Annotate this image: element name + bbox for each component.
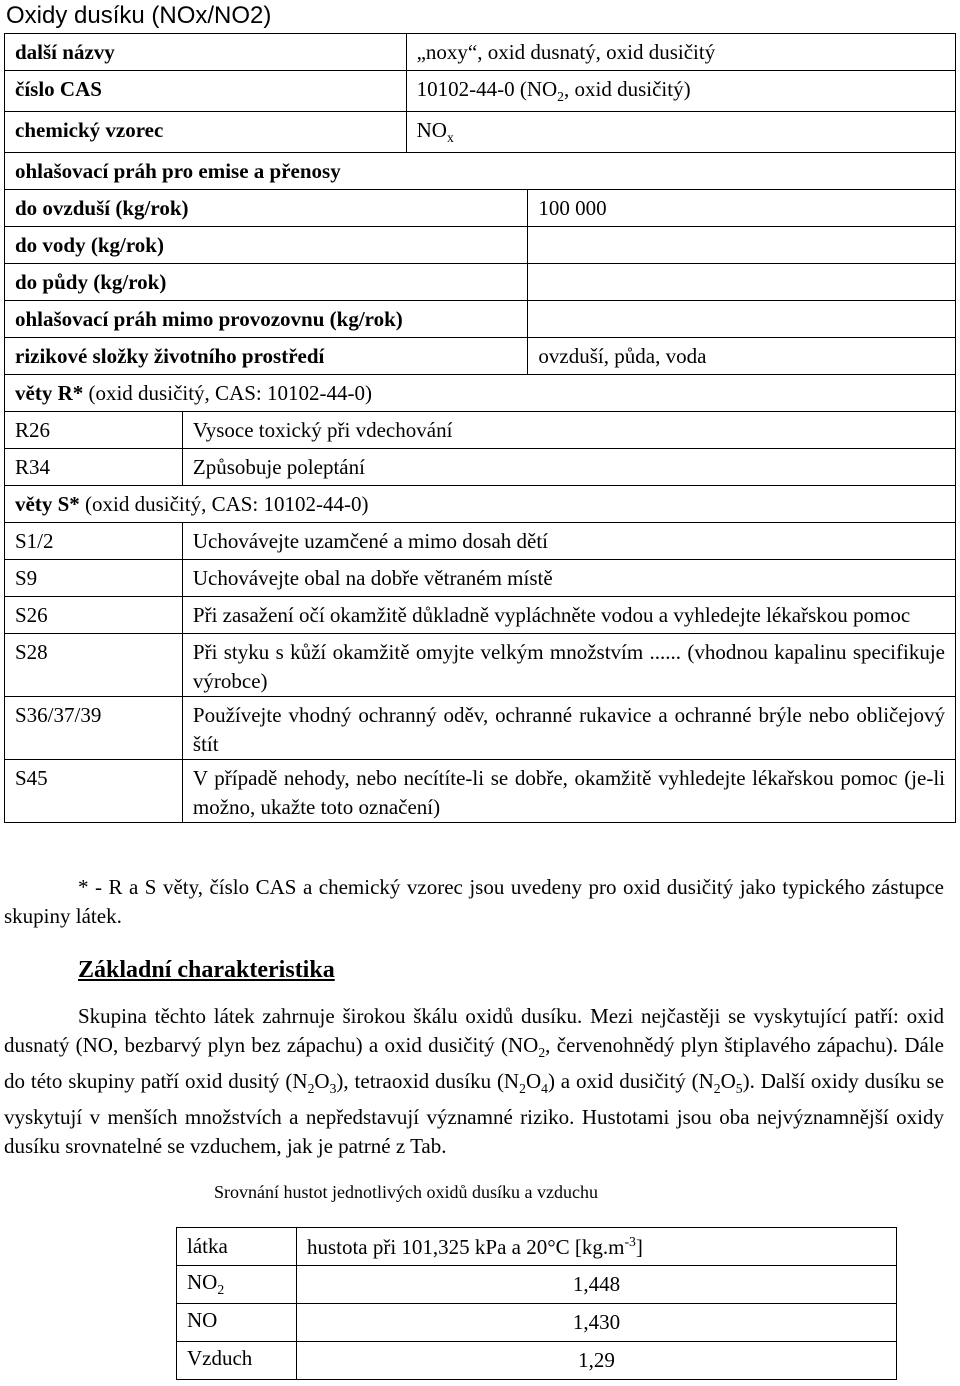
- phrase-text: Při zasažení očí okamžitě důkladně vypláchněte vodou a vyhledejte lékařskou pomoc: [182, 597, 955, 634]
- names-value: „noxy“, oxid dusnatý, oxid dusičitý: [406, 34, 955, 71]
- threshold-label: do ovzduší (kg/rok): [5, 190, 528, 227]
- phrase-text: Používejte vhodný ochranný oděv, ochranné rukavice a ochranné brýle nebo obličejový štít: [182, 697, 955, 760]
- risk-label: rizikové složky životního prostředí: [5, 338, 528, 375]
- page-title: Oxidy dusíku (NOx/NO2): [6, 2, 272, 29]
- table-row: [5, 71, 956, 112]
- table-row: [5, 486, 956, 523]
- characteristics-paragraph: Skupina těchto látek zahrnuje širokou škálu oxidů dusíku. Mezi nejčastěji se vyskytující patří: oxid dusnatý (NO, bezbarvý plyn bez zápachu) a oxid dusičitý ($NO_2$, červenohnědý plyn štiplavého zápachu). Dále do této skupiny patří oxid dusitý $(N_2O_3)$, tetraoxid dusíku $(N_2O_4)$ a oxid dusičitý $(N_2O_5)$. Další oxidy dusíku se vyskytují v menších množstvích a nepředstavují významné riziko. Hustotami jsou oba nejvýznamnější oxidy dusíku srovnatelné se vzduchem, jak je patrné z Tab.: [4, 1004, 945, 1159]
- threshold-value: 100 000: [528, 190, 956, 227]
- table-row: [5, 375, 956, 412]
- formula-label: chemický vzorec: [5, 112, 407, 153]
- density-value: 1,430: [296, 1304, 896, 1342]
- formula-value: $NO_x$: [406, 112, 955, 153]
- density-value: 1,448: [296, 1266, 896, 1304]
- threshold-label: ohlašovací práh mimo provozovnu (kg/rok): [5, 301, 528, 338]
- table-row: [5, 560, 956, 597]
- table-row: [5, 227, 956, 264]
- phrase-text: Způsobuje poleptání: [182, 449, 955, 486]
- phrase-code: S28: [5, 634, 183, 697]
- phrase-text: Uchovávejte obal na dobře větraném místě: [182, 560, 955, 597]
- density-value: 1,29: [296, 1342, 896, 1380]
- table-row: [5, 34, 956, 71]
- phrase-text: Uchovávejte uzamčené a mimo dosah dětí: [182, 523, 955, 560]
- threshold-value: [528, 264, 956, 301]
- table-row: [5, 697, 956, 760]
- table-row: [5, 597, 956, 634]
- table-row: [177, 1304, 897, 1342]
- substance-name: NO: [177, 1304, 297, 1342]
- phrase-code: S1/2: [5, 523, 183, 560]
- table-row: [5, 760, 956, 823]
- table-row: [5, 264, 956, 301]
- threshold-value: [528, 301, 956, 338]
- threshold-header: ohlašovací práh pro emise a přenosy: [5, 153, 956, 190]
- names-label: další názvy: [5, 34, 407, 71]
- cas-value: 10102-44-0 ($NO_2$, oxid dusičitý): [406, 71, 955, 112]
- column-header-density: hustota při 101,325 kPa a 20°C $[kg.m^{-3}]$: [296, 1228, 896, 1266]
- phrase-code: S26: [5, 597, 183, 634]
- phrase-code: R34: [5, 449, 183, 486]
- table-row: [177, 1342, 897, 1380]
- table-row: [5, 153, 956, 190]
- threshold-value: [528, 227, 956, 264]
- section-heading: Základní charakteristika: [78, 957, 335, 983]
- substance-name: $NO_2$: [177, 1266, 297, 1304]
- table-caption: Srovnání hustot jednotlivých oxidů dusíku a vzduchu: [214, 1182, 598, 1202]
- phrase-code: R26: [5, 412, 183, 449]
- density-table: [176, 1227, 897, 1380]
- cas-label: číslo CAS: [5, 71, 407, 112]
- table-row: [5, 523, 956, 560]
- risk-value: ovzduší, půda, voda: [528, 338, 956, 375]
- column-header-substance: látka: [177, 1228, 297, 1266]
- table-row: [5, 634, 956, 697]
- phrase-text: Vysoce toxický při vdechování: [182, 412, 955, 449]
- substance-info-table: [4, 33, 956, 823]
- table-row: [5, 301, 956, 338]
- table-row: [5, 449, 956, 486]
- table-row: [5, 190, 956, 227]
- substance-name: Vzduch: [177, 1342, 297, 1380]
- table-row: [177, 1266, 897, 1304]
- table-row: [5, 338, 956, 375]
- table-row: [5, 112, 956, 153]
- s-phrases-header: věty S* (oxid dusičitý, CAS: 10102-44-0): [5, 486, 956, 523]
- phrase-text: V případě nehody, nebo necítíte-li se dobře, okamžitě vyhledejte lékařskou pomoc (je-li možno, ukažte toto označení): [182, 760, 955, 823]
- footnote: * - R a S věty, číslo CAS a chemický vzorec jsou uvedeny pro oxid dusičitý jako typického zástupce skupiny látek.: [4, 875, 944, 928]
- threshold-label: do vody (kg/rok): [5, 227, 528, 264]
- threshold-label: do půdy (kg/rok): [5, 264, 528, 301]
- phrase-text: Při styku s kůží okamžitě omyjte velkým množstvím ...... (vhodnou kapalinu specifikuje výrobce): [182, 634, 955, 697]
- phrase-code: S45: [5, 760, 183, 823]
- r-phrases-header: věty R* (oxid dusičitý, CAS: 10102-44-0): [5, 375, 956, 412]
- table-row: [177, 1228, 897, 1266]
- phrase-code: S36/37/39: [5, 697, 183, 760]
- table-row: [5, 412, 956, 449]
- phrase-code: S9: [5, 560, 183, 597]
